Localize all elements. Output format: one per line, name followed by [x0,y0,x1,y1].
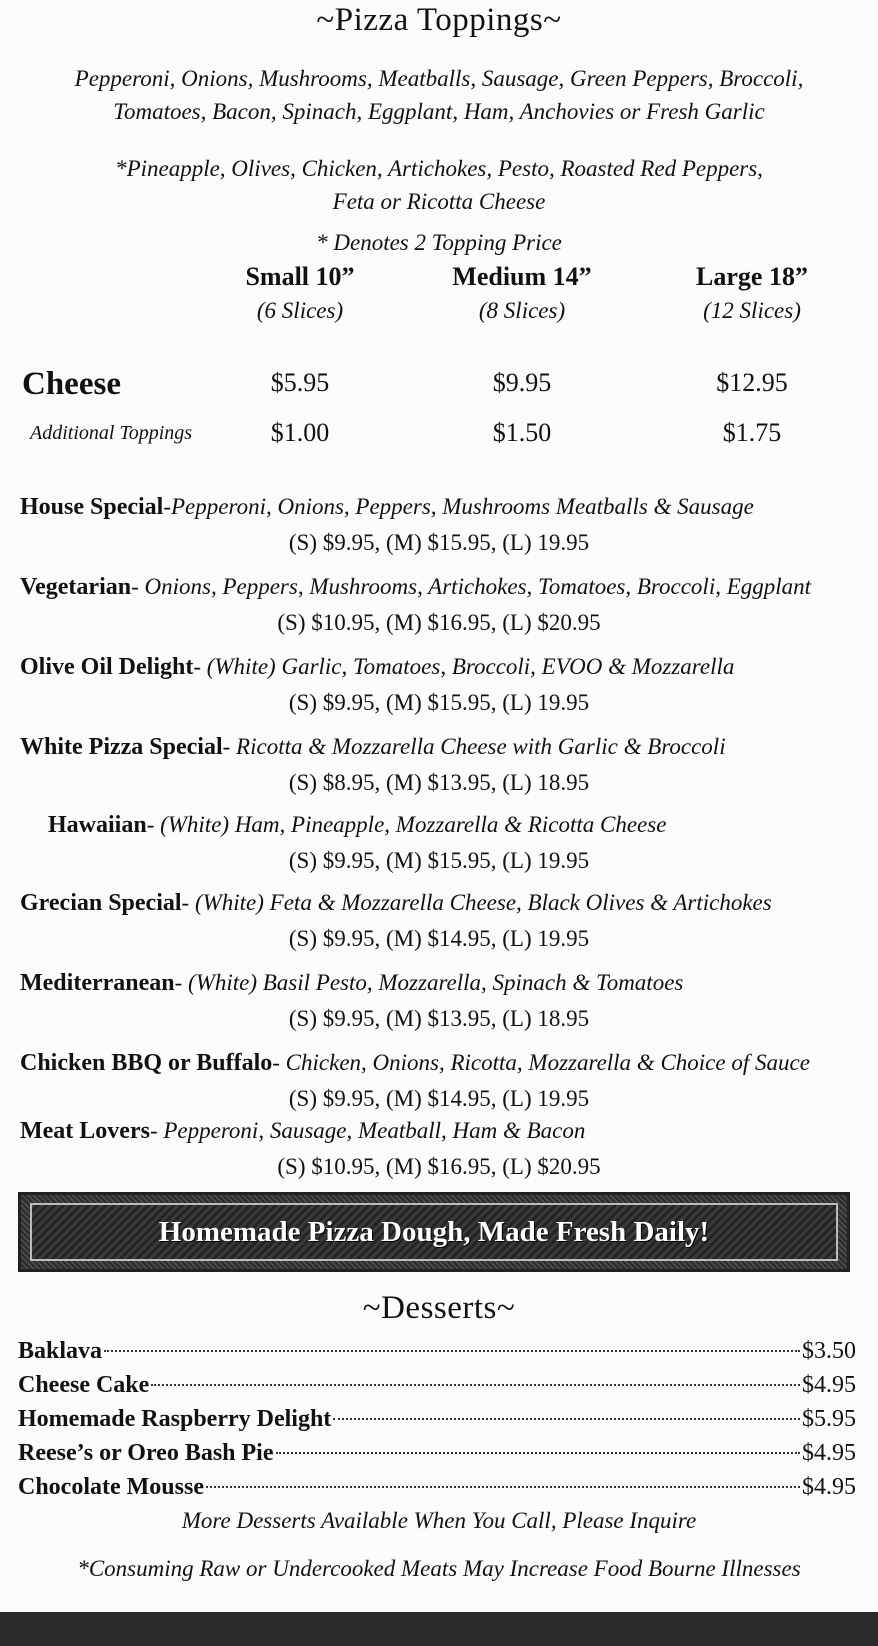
topping-price-small: $1.00 [270,418,330,447]
specialty-name: Meat Lovers [20,1118,150,1144]
specialty-vegetarian [20,574,868,601]
specialty-white-pizza-special [20,734,868,761]
size-slices: (12 Slices) [703,298,801,323]
regular-toppings-list [20,62,858,128]
dessert-row [18,1372,856,1406]
specialty-name: White Pizza Special [20,734,223,760]
specialty-description: - (White) Basil Pesto, Mozzarella, Spinach & Tomatoes [174,970,684,995]
dot-leader [276,1452,800,1454]
specialty-house-special [20,494,868,521]
specialty-name: Grecian Special [20,890,182,916]
dessert-price: $4.95 [802,1372,856,1398]
specialty-description: -Pepperoni, Onions, Peppers, Mushrooms Meatballs & Sausage [163,494,754,519]
specialty-mediterranean [20,970,868,997]
fresh-dough-banner [18,1192,850,1272]
dessert-price: $4.95 [802,1440,856,1466]
two-topping-note: * Denotes 2 Topping Price [316,230,562,255]
size-slices: (6 Slices) [256,298,344,323]
dessert-row [18,1338,856,1372]
specialty-prices: (S) $9.95, (M) $15.95, (L) 19.95 [288,530,590,555]
dot-leader [104,1350,800,1352]
premium-toppings-list [20,152,858,218]
specialty-olive-oil-delight [20,654,868,681]
banner-frame [30,1203,838,1261]
size-slices: (8 Slices) [478,298,566,323]
specialty-meat-lovers [20,1118,868,1145]
specialty-name: Chicken BBQ or Buffalo [20,1050,273,1076]
banner-text: Homemade Pizza Dough, Made Fresh Daily! [158,1215,710,1248]
topping-price-medium: $1.50 [492,418,552,447]
specialty-prices: (S) $9.95, (M) $15.95, (L) 19.95 [288,848,590,873]
premium-toppings-line-1: *Pineapple, Olives, Chicken, Artichokes, Pesto, Roasted Red Peppers, [115,156,763,181]
regular-toppings-line-1: Pepperoni, Onions, Mushrooms, Meatballs, Sausage, Green Peppers, Broccoli, [74,66,804,91]
dessert-name: Chocolate Mousse [18,1474,204,1500]
specialty-prices: (S) $9.95, (M) $15.95, (L) 19.95 [288,690,590,715]
dot-leader [333,1418,800,1420]
specialty-description: - Pepperoni, Sausage, Meatball, Ham & Bacon [149,1118,586,1143]
desserts-title: ~Desserts~ [362,1290,516,1326]
more-desserts-note: More Desserts Available When You Call, Please Inquire [181,1508,697,1533]
specialty-prices: (S) $9.95, (M) $14.95, (L) 19.95 [288,1086,590,1111]
cheese-price-medium: $9.95 [492,368,552,397]
specialty-grecian-special [20,890,868,917]
dessert-name: Homemade Raspberry Delight [18,1406,332,1432]
size-name: Large 18” [696,262,808,291]
specialty-description: - Chicken, Onions, Ricotta, Mozzarella & Choice of Sauce [272,1050,810,1075]
premium-toppings-line-2: Feta or Ricotta Cheese [332,189,546,214]
dot-leader [206,1486,800,1488]
size-header-large [642,262,862,324]
dessert-price: $3.50 [802,1338,856,1364]
specialty-description: - Ricotta & Mozzarella Cheese with Garlic & Broccoli [222,734,726,759]
specialty-name: Olive Oil Delight [20,654,194,680]
dessert-row [18,1440,856,1474]
dessert-row [18,1474,856,1508]
specialty-name: Vegetarian [20,574,132,600]
size-header-medium [412,262,632,324]
size-name: Small 10” [245,262,355,291]
cheese-price-large: $12.95 [716,368,788,397]
specialty-prices: (S) $8.95, (M) $13.95, (L) 18.95 [288,770,590,795]
cheese-label: Cheese [22,366,121,402]
dessert-name: Cheese Cake [18,1372,150,1398]
dessert-name: Baklava [18,1338,103,1364]
specialty-chicken-bbq-buffalo [20,1050,868,1077]
specialty-prices: (S) $9.95, (M) $14.95, (L) 19.95 [288,926,590,951]
specialty-description: - (White) Ham, Pineapple, Mozzarella & Ricotta Cheese [146,812,667,837]
specialty-description: - Onions, Peppers, Mushrooms, Artichokes, Tomatoes, Broccoli, Eggplant [131,574,812,599]
size-name: Medium 14” [452,262,592,291]
specialty-prices: (S) $10.95, (M) $16.95, (L) $20.95 [277,610,601,635]
specialty-description: - (White) Garlic, Tomatoes, Broccoli, EVOO & Mozzarella [193,654,735,679]
size-header-small [190,262,410,324]
dessert-row [18,1406,856,1440]
additional-toppings-label: Additional Toppings [30,422,193,444]
cheese-price-small: $5.95 [270,368,330,397]
topping-price-large: $1.75 [722,418,782,447]
specialty-name: Hawaiian [48,812,147,838]
regular-toppings-line-2: Tomatoes, Bacon, Spinach, Eggplant, Ham, Anchovies or Fresh Garlic [113,99,765,124]
raw-meat-warning: *Consuming Raw or Undercooked Meats May Increase Food Bourne Illnesses [77,1556,801,1581]
page-bottom-edge [0,1612,878,1646]
specialty-name: Mediterranean [20,970,175,996]
dessert-price: $5.95 [802,1406,856,1432]
specialty-prices: (S) $10.95, (M) $16.95, (L) $20.95 [277,1154,601,1179]
specialty-prices: (S) $9.95, (M) $13.95, (L) 18.95 [288,1006,590,1031]
dot-leader [151,1384,800,1386]
specialty-name: House Special [20,494,164,520]
specialty-hawaiian [48,812,878,839]
pizza-toppings-title: ~Pizza Toppings~ [316,2,562,38]
dessert-name: Reese’s or Oreo Bash Pie [18,1440,274,1466]
dessert-price: $4.95 [802,1474,856,1500]
specialty-description: - (White) Feta & Mozzarella Cheese, Black Olives & Artichokes [181,890,772,915]
